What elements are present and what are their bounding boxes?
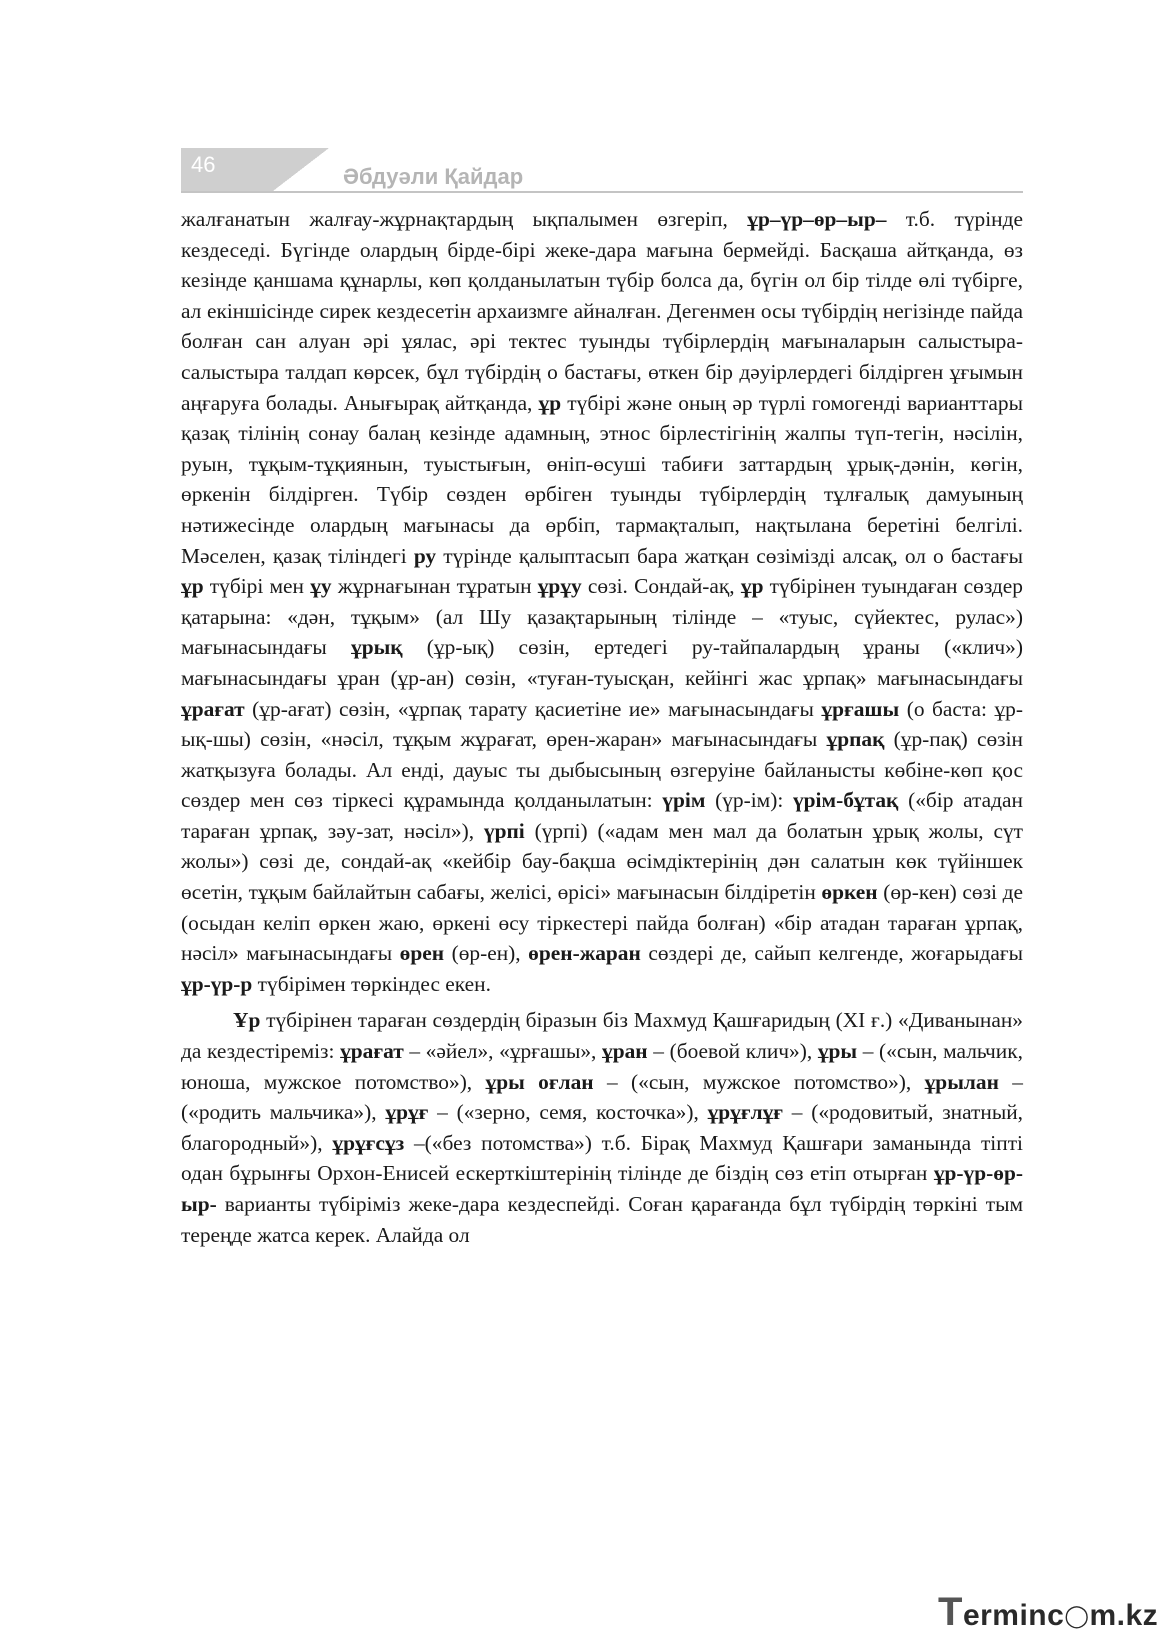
text-run: түбірі және оның әр түрлі гомогенді варианттары қазақ тілінің сонау балаң кезінде адамның, этнос бірлестігінің жалпы түп-тегін, нәсілін, руын, тұқым-тұқиянын, туыстығын, өніп-өсуші табиғи заттардың ұрық-дәнін, көгін, өркенін білдірген. Түбір сөзден өрбіген туынды түбірлердің тұлғалық дамуының нәтижесінде олардың мағынасы да өрбіп, тармақталып, нақтылана беретіні белгілі. Мәселен, қазақ тіліндегі [181, 390, 1023, 568]
bold-term: ұрпақ [826, 727, 885, 752]
text-run: – («родовитый, знатный, благородный»), [181, 1100, 1024, 1155]
text-run: (ұр-ағат) сөзін, «ұрпақ тарату қасиетіне ие» мағынасындағы [244, 696, 822, 721]
bold-term: ұр [538, 390, 562, 415]
watermark-tail: m.kz [1089, 1599, 1158, 1632]
bold-term: ұрұғсұз [332, 1130, 405, 1155]
watermark-text: erminc [962, 1599, 1065, 1632]
text-run: – («сын, мальчик, юноша, мужское потомство»), [181, 1039, 1023, 1094]
site-watermark [938, 1590, 1158, 1635]
text-run: жұрнағынан тұратын [331, 574, 538, 599]
header-rule [181, 191, 1023, 193]
bold-term: ұр [181, 574, 204, 599]
text-run: сөздері де, сайып келгенде, жоғарыдағы [640, 941, 1023, 966]
bold-term: ұрұғ [385, 1100, 429, 1125]
text-run: –(«без потомства») т.б. Бірақ Махмуд Қашғари заманында тіпті одан бұрынғы Орхон-Енисей ескерткіштерінің тілінде де біздің сөз етіп отырған [181, 1130, 1023, 1186]
bold-term: ұрық [351, 635, 403, 660]
text-run: (о баста: ұр-ық-шы) сөзін, «нәсіл, тұқым жұрағат, өрен-жаран» мағынасындағы [181, 696, 1023, 752]
bold-term: ұрұу [537, 574, 582, 599]
watermark-magnifier-icon: ◯ [1064, 1603, 1090, 1628]
paragraph [181, 204, 1023, 999]
text-run: түбірінен тараған сөздердің біразын біз Махмуд Қашғаридың (XI ғ.) «Диванынан» да кездестіреміз: [181, 1008, 1023, 1064]
page-header [181, 148, 1023, 194]
text-run: (үр-ім): [705, 788, 793, 813]
text-run: – («родить мальчика»), [181, 1069, 1023, 1125]
text-run: жалғанатын жалғау-жұрнақтардың ықпалымен өзгеріп, [181, 207, 748, 231]
bold-term: өрен-жаран [528, 941, 641, 966]
text-run: (ұр-ық) сөзін, ертедегі ру-тайпалардың ұраны («клич») мағынасындағы ұран (ұр-ан) сөзін, «туған-туысқан, кейінгі жас ұрпақ» мағынасындағы [181, 635, 1024, 690]
text-run: варианты түбіріміз жеке-дара кездеспейді. Соған қарағанда бұл түбірдің төркіні тым тереңде жатса керек. Алайда ол [181, 1192, 1023, 1247]
bold-term: ұр-үр-өр-ыр- [181, 1161, 1023, 1216]
bold-term: үрім [662, 788, 706, 813]
bold-term: ұрғашы [821, 696, 900, 721]
watermark-lead: T [938, 1590, 963, 1634]
bold-term: ұрылан [924, 1069, 999, 1094]
page-number: 46 [191, 152, 216, 177]
bold-term: ұран [602, 1039, 648, 1064]
text-run: – («зерно, семя, косточка»), [428, 1100, 708, 1125]
text-run: – (боевой клич»), [647, 1039, 818, 1064]
text-run: түбірімен төркіндес екен. [252, 971, 491, 996]
bold-term: ұры оғлан [485, 1069, 594, 1094]
bold-term: үрім-бұтақ [792, 788, 899, 813]
bold-term: өрен [399, 941, 445, 966]
paragraph [181, 1005, 1023, 1250]
text-run: түбірінен туындаған сөздер қатарына: «дән, тұқым» (ал Шу қазақтарының тілінде – «туыс, сүйектес, рулас») мағынасындағы [181, 574, 1023, 660]
text-run: – («сын, мужское потомство»), [593, 1069, 925, 1094]
bold-term: ұу [310, 574, 332, 599]
bold-term: ұр-үр-р [181, 971, 253, 996]
bold-term: ұрұғлұғ [707, 1100, 783, 1125]
body-text [181, 204, 1023, 1250]
bold-term: өркен [821, 880, 878, 905]
bold-term: ру [413, 543, 437, 568]
bold-term: ұрағат [181, 696, 245, 721]
text-run: т.б. түрінде кездеседі. Бүгінде олардың бірде-бірі жеке-дара мағына бермейді. Басқаша айтқанда, өз кезінде қаншама құнарлы, көп қолданылатын түбір болса да, бүгін ол бір тілде өлі түбірге, ал екіншісінде сирек кездесетін архаизмге айналған. Дегенмен осы түбірдің негізінде пайда болған сан алуан әрі ұялас, әрі тектес туынды түбірлердің мағыналарын салыстыра-салыстыра талдап көрсек, бұл түбірдің о бастағы, өткен бір дәуірлердегі білдірген ұғымын аңғаруға болады. Анығырақ айтқанда, [181, 207, 1023, 415]
bold-term: ұр–үр–өр–ыр– [747, 207, 887, 231]
text-run: түбірі мен [203, 574, 311, 599]
text-run: (өр-кен) сөзі де (осыдан келіп өркен жаю, өркені өсу тіркестері пайда болған) «бір атадан тараған ұрпақ, нәсіл» мағынасындағы [181, 880, 1023, 966]
bold-term: ұрағат [340, 1039, 404, 1064]
text-run: сөзі. Сондай-ақ, [581, 574, 741, 599]
page-number-box [181, 148, 273, 191]
text-run: (ұр-пақ) сөзін жатқызуға болады. Ал енді, дауыс ты дыбысының өзгеруіне байланысты көбіне-көп қос сөздер мен сөз тіркесі құрамында қолданылатын: [181, 727, 1024, 813]
bold-term: Ұр [233, 1008, 261, 1033]
bold-term: ұр [740, 574, 764, 599]
text-run: (үрпі) («адам мен мал да болатын ұрық жолы, сүт жолы») сөзі де, сондай-ақ «кейбір бау-бақша өсімдіктерінің дән салатын көк түйіншек өсетін, тұқым байлайтын сабағы, желісі, өрісі» мағынасын білдіретін [181, 818, 1023, 905]
bold-term: үрпі [483, 818, 525, 843]
text-run: («бір атадан тараған ұрпақ, зәу-зат, нәсіл»), [181, 788, 1023, 843]
header-wedge-decoration [273, 148, 329, 191]
text-run: – «әйел», «ұрғашы», [403, 1039, 602, 1064]
text-run: түрінде қалыптасып бара жатқан сөзімізді алсақ, ол о бастағы [436, 543, 1023, 568]
text-run: (өр-ен), [444, 941, 529, 966]
bold-term: ұры [817, 1039, 858, 1064]
running-head-author: Әбдуәли Қайдар [343, 164, 524, 189]
